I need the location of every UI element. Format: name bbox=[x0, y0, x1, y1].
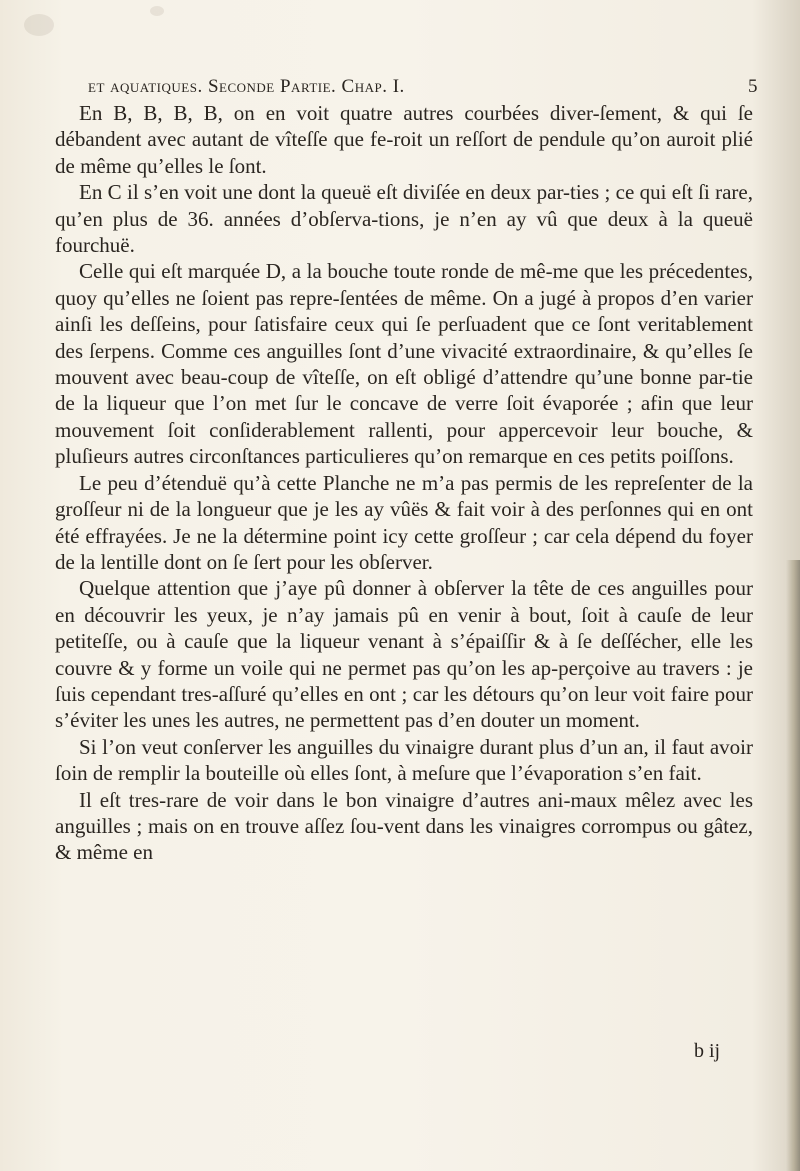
body-text bbox=[55, 100, 753, 866]
page-edge-shadow bbox=[786, 560, 800, 1171]
signature-mark: b ij bbox=[694, 1040, 721, 1062]
paper-stain bbox=[24, 14, 54, 36]
paragraph: Il eſt tres-rare de voir dans le bon vinaigre d’autres ani-maux mêlez avec les anguilles ; mais on en trouve aſſez ſou-vent dans les vinaigres corrompus ou gâtez, & même en bbox=[55, 787, 753, 865]
paragraph: Si l’on veut conſerver les anguilles du vinaigre durant plus d’un an, il faut avoir ſoin de remplir la bouteille où elles ſont, à meſure que l’évaporation s’en fait. bbox=[55, 734, 753, 786]
paragraph: En C il s’en voit une dont la queuë eſt diviſée en deux par-ties ; ce qui eſt ſi rare, qu’en plus de 36. années d’obſerva-tions, je n’en ay vû que deux à la queuë fourchuë. bbox=[55, 180, 753, 258]
running-title: et aquatiques. Seconde Partie. Chap. I. bbox=[88, 76, 405, 97]
paragraph: En B, B, B, B, on en voit quatre autres courbées diver-ſement, & qui ſe débandent avec autant de vîteſſe que fe-roit un reſſort de pendule qu’on auroit plié de même qu’elles le ſont. bbox=[55, 101, 753, 178]
page-number: 5 bbox=[748, 76, 758, 97]
paper-stain bbox=[150, 6, 164, 16]
paragraph: Le peu d’étenduë qu’à cette Planche ne m’a pas permis de les repreſenter de la groſſeur ni de la longueur que je les ay vûës & fait voir à des perſonnes qui en ont été effrayées. Je ne la détermine point icy cette groſſeur ; car cela dépend du foyer de la lentille dont on ſe ſert pour les obſerver. bbox=[55, 470, 753, 574]
running-header bbox=[88, 76, 758, 102]
paragraph: Quelque attention que j’aye pû donner à obſerver la tête de ces anguilles pour en découvrir les yeux, je n’ay jamais pû en venir à bout, ſoit à cauſe de leur petiteſſe, ou à cauſe que la liqueur venant à s’épaiſſir & à ſe deſſécher, elle les couvre & y forme un voile qui ne permet pas qu’on les ap-perçoive au travers : je ſuis cependant tres-aſſuré qu’elles en ont ; car les détours qu’on leur voit faire pour s’éviter les unes les autres, ne permettent pas d’en douter un moment. bbox=[55, 576, 753, 733]
paragraph: Celle qui eſt marquée D, a la bouche toute ronde de mê-me que les précedentes, quoy qu’elles ne ſoient pas repre-ſentées de même. On a jugé à propos d’en varier ainſi les deſſeins, pour ſatisfaire ceux qui ſe perſuadent que ce ſont veritablement des ſerpens. Comme ces anguilles ſont d’une vivacité extraordinaire, & qu’elles ſe mouvent avec beau-coup de vîteſſe, on eſt obligé d’attendre qu’une bonne par-tie de la liqueur que l’on met ſur le concave de verre ſoit évaporée ; afin que leur mouvement ſoit conſiderablement rallenti, pour appercevoir leur bouche, & pluſieurs autres circonſtances particulieres qu’on remarque en ces petits poiſſons. bbox=[55, 259, 753, 469]
